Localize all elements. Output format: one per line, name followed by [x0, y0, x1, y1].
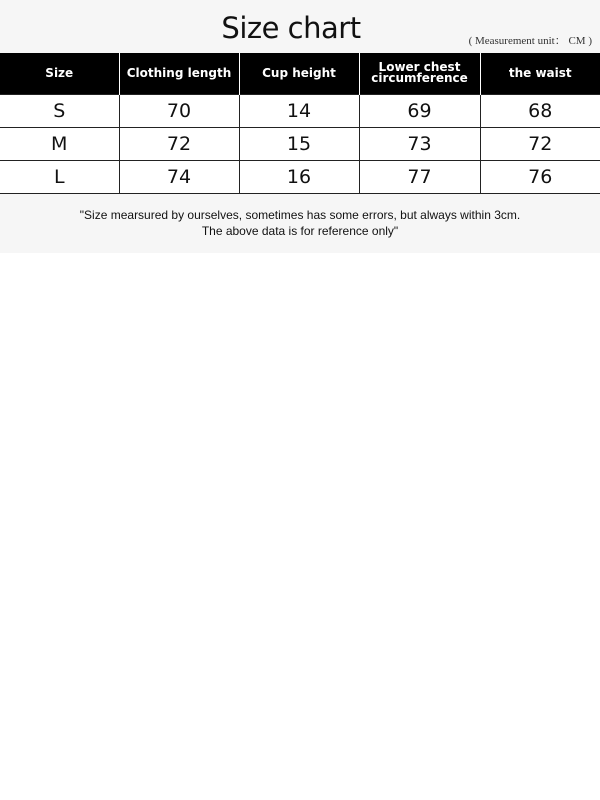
clothing-length-cell: 70 [119, 94, 239, 127]
cup-height-cell: 14 [239, 94, 359, 127]
table-row [0, 94, 600, 127]
page-title: Size chart [221, 11, 361, 45]
table-row [0, 160, 600, 193]
measurement-unit-note: ( Measurement unit： CM ) [468, 35, 592, 47]
clothing-length-cell: 72 [119, 127, 239, 160]
header-lower-chest-circumference: Lower chest circumference [359, 53, 480, 94]
header-cup-height: Cup height [239, 53, 359, 94]
table-header-row [0, 53, 600, 94]
header-waist: the waist [480, 53, 600, 94]
size-label-cell: M [0, 127, 119, 160]
size-label-cell: S [0, 94, 119, 127]
cup-height-cell: 16 [239, 160, 359, 193]
lower-chest-cell: 77 [359, 160, 480, 193]
cup-height-cell: 15 [239, 127, 359, 160]
waist-cell: 72 [480, 127, 600, 160]
header-size: Size [0, 53, 119, 94]
disclaimer-line-1: "Size mearsured by ourselves, sometimes has some errors, but always within 3cm. [79, 208, 521, 222]
lower-chest-cell: 73 [359, 127, 480, 160]
size-label-cell: L [0, 160, 119, 193]
header-clothing-length: Clothing length [119, 53, 239, 94]
waist-cell: 76 [480, 160, 600, 193]
disclaimer-line-2: The above data is for reference only" [201, 224, 399, 238]
lower-chest-cell: 69 [359, 94, 480, 127]
size-table [0, 53, 600, 194]
disclaimer-note [0, 207, 600, 239]
size-chart-panel [0, 0, 600, 253]
clothing-length-cell: 74 [119, 160, 239, 193]
table-row [0, 127, 600, 160]
waist-cell: 68 [480, 94, 600, 127]
